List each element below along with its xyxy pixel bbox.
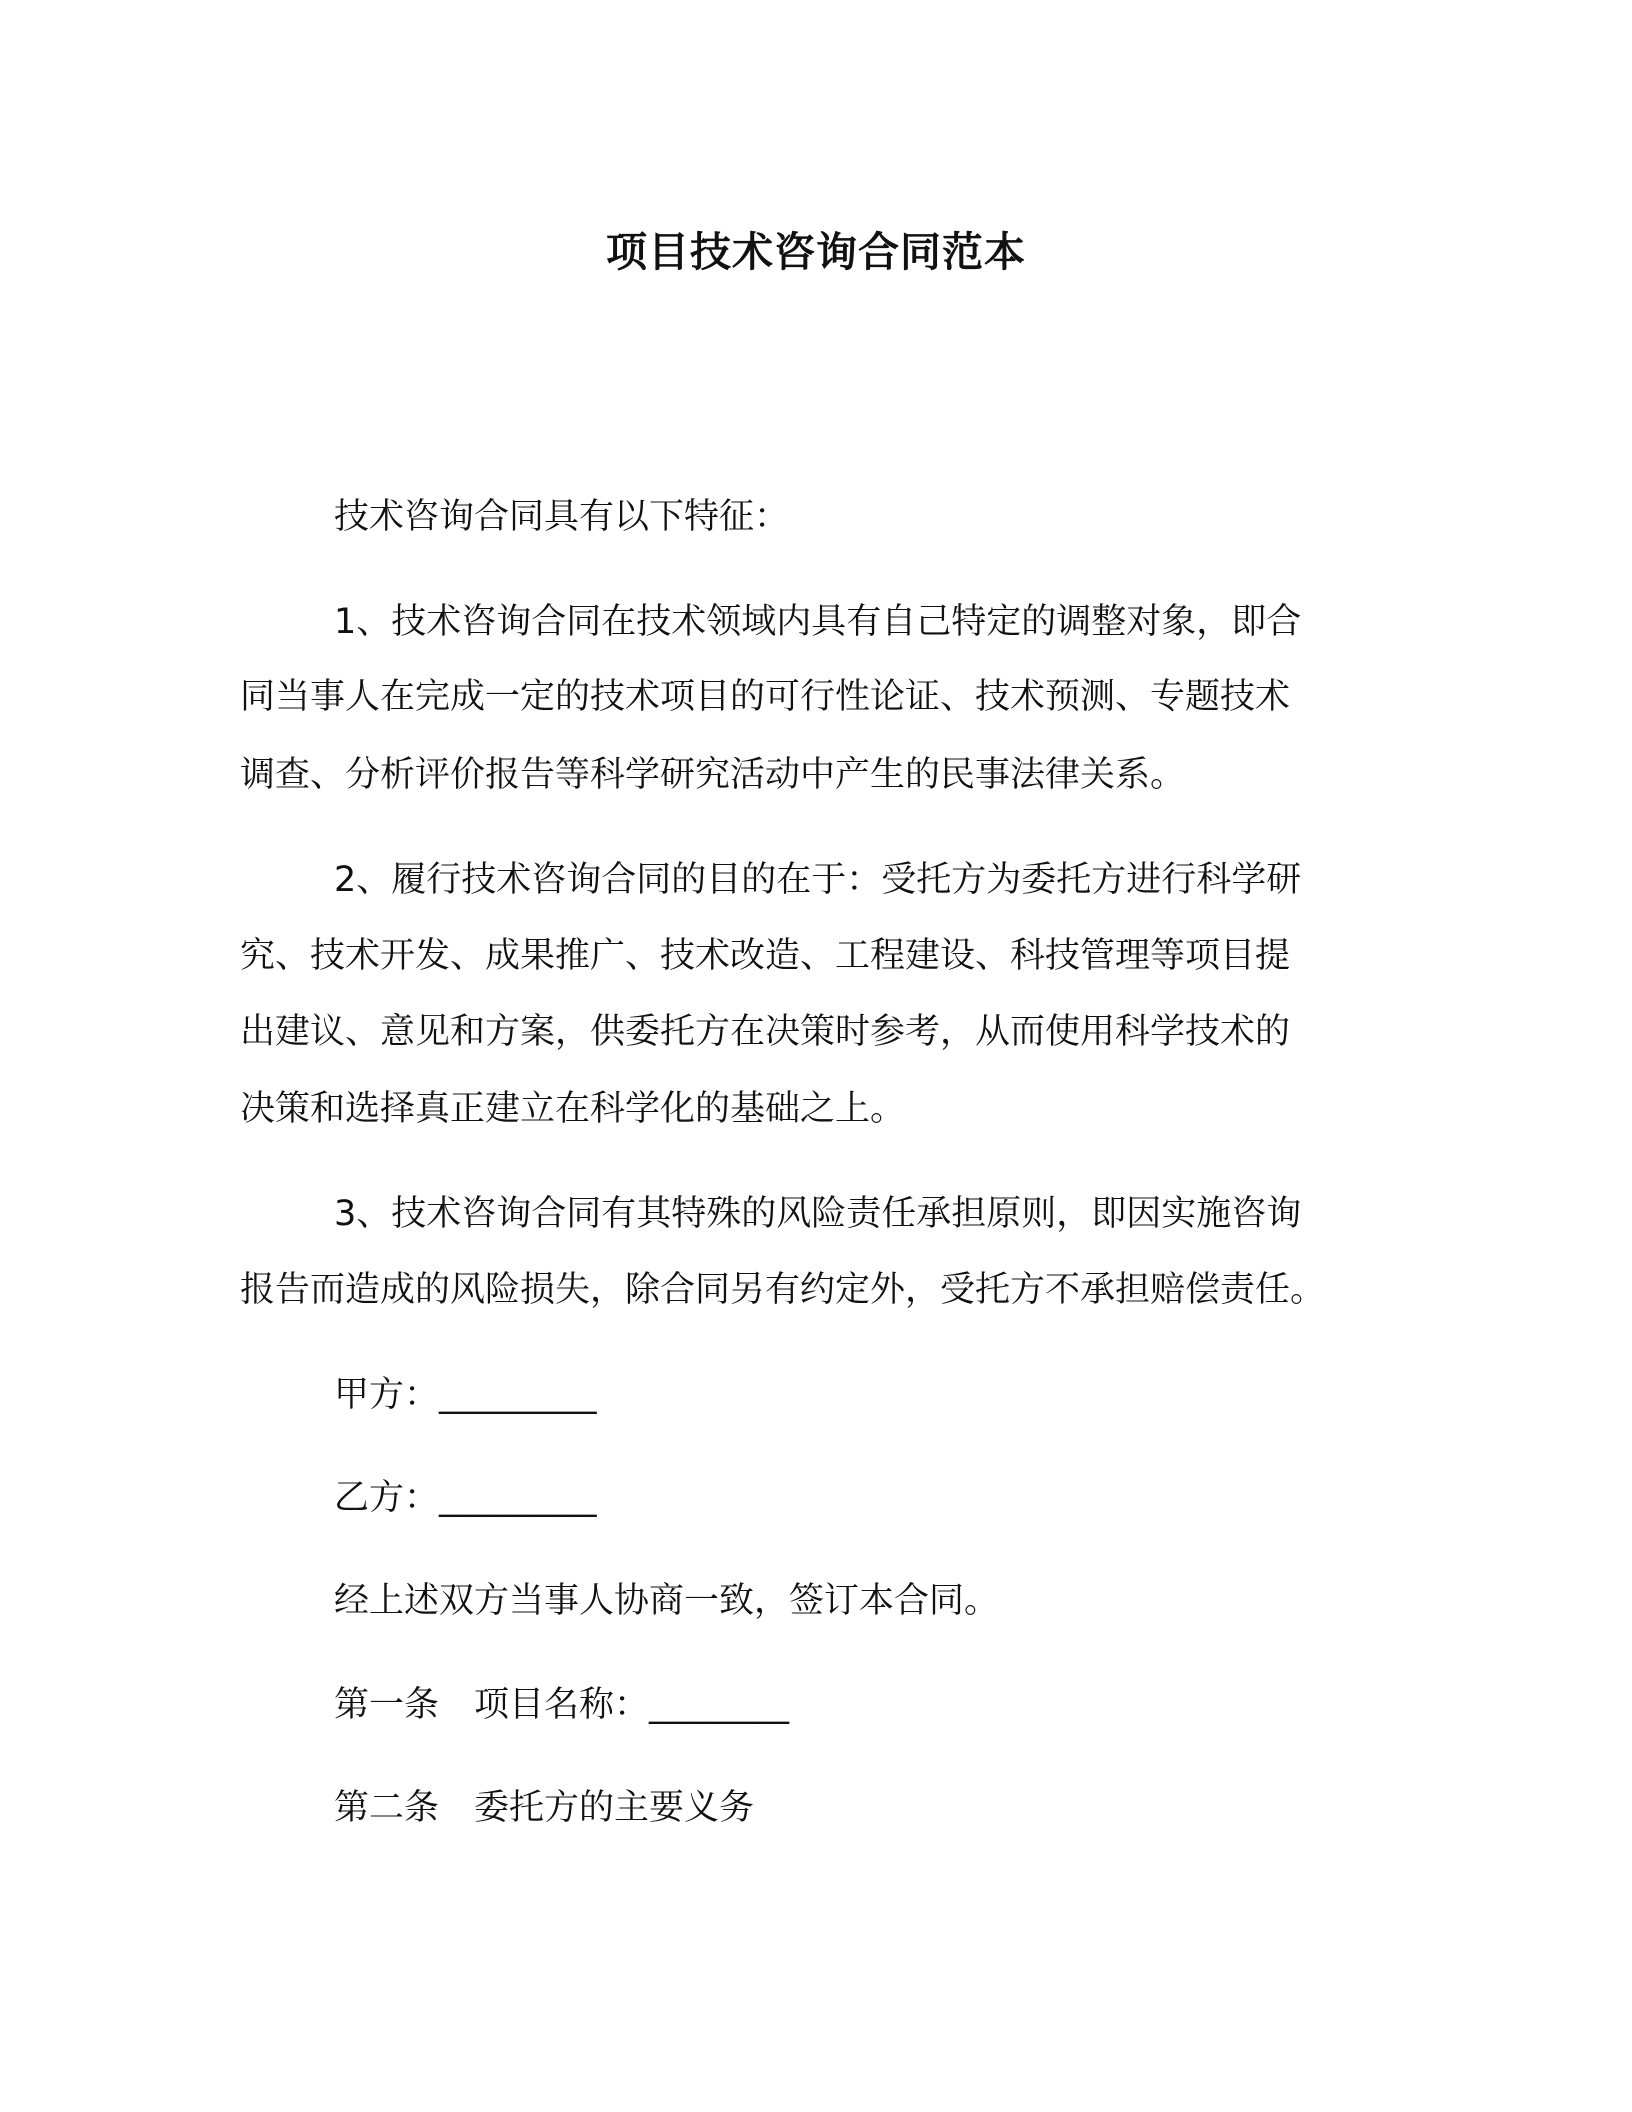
item3-line1: 3、技术咨询合同有其特殊的风险责任承担原则，即因实施咨询	[334, 1194, 1302, 1234]
article-1-heading: 第一条 项目名称：________	[334, 1685, 790, 1725]
item2-line1: 2、履行技术咨询合同的目的在于：受托方为委托方进行科学研	[334, 860, 1302, 900]
document-title: 项目技术咨询合同范本	[606, 228, 1026, 276]
party-b-line: 乙方：_________	[334, 1478, 597, 1518]
item1-line3: 调查、分析评价报告等科学研究活动中产生的民事法律关系。	[240, 755, 1186, 795]
item2-line2: 究、技术开发、成果推广、技术改造、工程建设、科技管理等项目提	[240, 936, 1291, 976]
item2-line3: 出建议、意见和方案，供委托方在决策时参考，从而使用科学技术的	[240, 1012, 1291, 1052]
party-a-line: 甲方：_________	[334, 1375, 597, 1415]
item2-line4: 决策和选择真正建立在科学化的基础之上。	[240, 1089, 906, 1129]
item1-line2: 同当事人在完成一定的技术项目的可行性论证、技术预测、专题技术	[240, 677, 1291, 717]
item1-line1: 1、技术咨询合同在技术领域内具有自己特定的调整对象，即合	[334, 602, 1302, 642]
article-2-heading: 第二条 委托方的主要义务	[334, 1788, 755, 1828]
intro-paragraph: 技术咨询合同具有以下特征：	[334, 497, 790, 537]
item3-line2: 报告而造成的风险损失，除合同另有约定外，受托方不承担赔偿责任。	[240, 1270, 1326, 1310]
agreement-line: 经上述双方当事人协商一致，签订本合同。	[334, 1581, 1000, 1621]
